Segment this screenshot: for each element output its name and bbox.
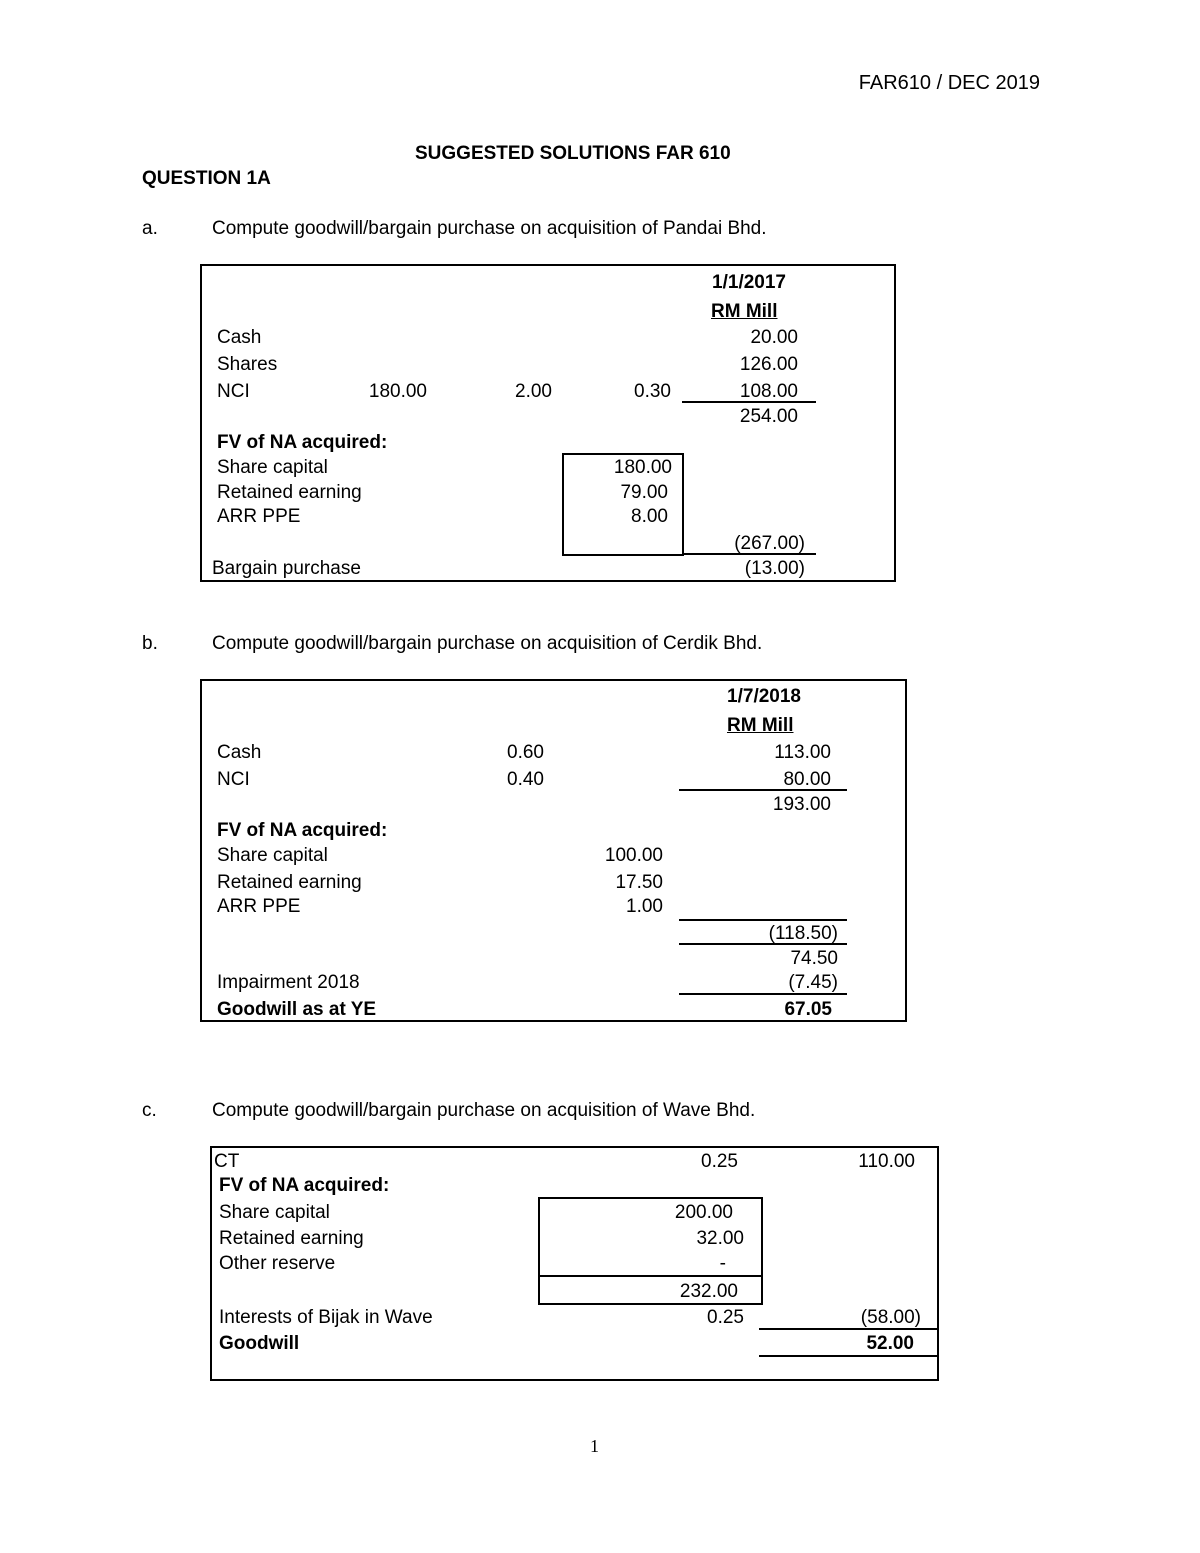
part-a-unit: RM Mill: [711, 301, 778, 322]
part-b-result-rule: [679, 993, 847, 995]
part-c-other-value: -: [719, 1253, 726, 1274]
part-b-fv-upper-rule: [679, 919, 847, 921]
part-a-arr-label: ARR PPE: [217, 506, 301, 527]
part-c-ct-ratio: 0.25: [701, 1151, 738, 1172]
part-c-share-capital-label: Share capital: [219, 1202, 330, 1223]
part-a-letter: a.: [142, 218, 158, 239]
part-c-interest-label: Interests of Bijak in Wave: [219, 1307, 433, 1328]
part-b-cash-value: 113.00: [774, 742, 831, 763]
part-a-result-label: Bargain purchase: [212, 558, 361, 579]
part-b-retained-label: Retained earning: [217, 872, 362, 893]
part-c-fv-heading: FV of NA acquired:: [219, 1175, 390, 1196]
part-c-ct-value: 110.00: [858, 1151, 915, 1172]
part-b-nci-ratio: 0.40: [507, 769, 544, 790]
part-a-fv-total: (267.00): [734, 533, 805, 554]
part-b-prompt: Compute goodwill/bargain purchase on acquisition of Cerdik Bhd.: [212, 633, 763, 654]
part-a-share-capital-label: Share capital: [217, 457, 328, 478]
part-c-share-capital-value: 200.00: [674, 1202, 733, 1223]
part-c-interest-ratio: 0.25: [707, 1307, 744, 1328]
part-a-total: 254.00: [739, 406, 798, 427]
part-b-fv-total: (118.50): [768, 923, 838, 944]
part-a-retained-value: 79.00: [620, 482, 668, 503]
part-c-retained-value: 32.00: [696, 1228, 744, 1249]
part-c-fv-sum-rule: [538, 1275, 763, 1277]
part-b-share-capital-value: 100.00: [604, 845, 663, 866]
part-b-unit: RM Mill: [727, 715, 794, 736]
part-a-fv-heading: FV of NA acquired:: [217, 432, 388, 453]
part-c-letter: c.: [142, 1100, 157, 1121]
part-b-nci-value: 80.00: [783, 769, 831, 790]
part-a-nci-col1: 180.00: [368, 381, 427, 402]
part-a-shares-label: Shares: [217, 354, 278, 375]
part-b-retained-value: 17.50: [615, 872, 663, 893]
question-heading: QUESTION 1A: [142, 168, 271, 189]
part-c-fv-sum: 232.00: [679, 1281, 738, 1302]
part-b-fv-lower-rule: [679, 943, 847, 945]
part-a-nci-col3: 0.30: [634, 381, 671, 402]
part-a-prompt: Compute goodwill/bargain purchase on acquisition of Pandai Bhd.: [212, 218, 767, 239]
part-a-date: 1/1/2017: [712, 272, 786, 293]
part-c-ct-label: CT: [214, 1151, 240, 1172]
part-a-nci-col2: 2.00: [515, 381, 552, 402]
part-c-interest-value: (58.00): [860, 1307, 921, 1328]
part-c-result-value: 52.00: [866, 1333, 914, 1354]
page-title: SUGGESTED SOLUTIONS FAR 610: [415, 143, 731, 164]
part-b-impairment-label: Impairment 2018: [217, 972, 360, 993]
part-b-impairment-value: (7.45): [788, 972, 838, 993]
part-c-other-label: Other reserve: [219, 1253, 336, 1274]
part-b-total-rule: [679, 789, 847, 791]
part-b-cash-ratio: 0.60: [507, 742, 544, 763]
part-a-retained-label: Retained earning: [217, 482, 362, 503]
part-b-date: 1/7/2018: [727, 686, 801, 707]
part-b-result-label: Goodwill as at YE: [217, 999, 377, 1020]
part-a-shares-value: 126.00: [739, 354, 798, 375]
part-c-retained-label: Retained earning: [219, 1228, 364, 1249]
part-b-arr-label: ARR PPE: [217, 896, 301, 917]
part-a-fv-total-rule: [682, 553, 816, 555]
part-c-result-upper-rule: [759, 1328, 939, 1330]
part-b-fv-heading: FV of NA acquired:: [217, 820, 388, 841]
part-b-share-capital-label: Share capital: [217, 845, 328, 866]
part-a-share-capital-value: 180.00: [613, 457, 672, 478]
part-b-total: 193.00: [772, 794, 831, 815]
part-b-arr-value: 1.00: [626, 896, 663, 917]
part-a-total-rule: [682, 401, 816, 403]
part-b-subtotal: 74.50: [790, 948, 838, 969]
part-c-prompt: Compute goodwill/bargain purchase on acquisition of Wave Bhd.: [212, 1100, 756, 1121]
page-number: 1: [590, 1436, 599, 1456]
part-a-cash-label: Cash: [217, 327, 262, 348]
part-a-arr-value: 8.00: [631, 506, 668, 527]
part-b-cash-label: Cash: [217, 742, 262, 763]
part-b-nci-label: NCI: [217, 769, 250, 790]
course-code: FAR610 / DEC 2019: [858, 72, 1040, 94]
part-b-result-value: 67.05: [784, 999, 832, 1020]
part-c-result-label: Goodwill: [219, 1333, 300, 1354]
part-a-cash-value: 20.00: [750, 327, 798, 348]
part-b-letter: b.: [142, 633, 158, 654]
part-a-result-value: (13.00): [744, 558, 805, 579]
part-c-result-lower-rule: [759, 1355, 939, 1357]
part-a-nci-label: NCI: [217, 381, 250, 402]
part-a-nci-value: 108.00: [739, 381, 798, 402]
